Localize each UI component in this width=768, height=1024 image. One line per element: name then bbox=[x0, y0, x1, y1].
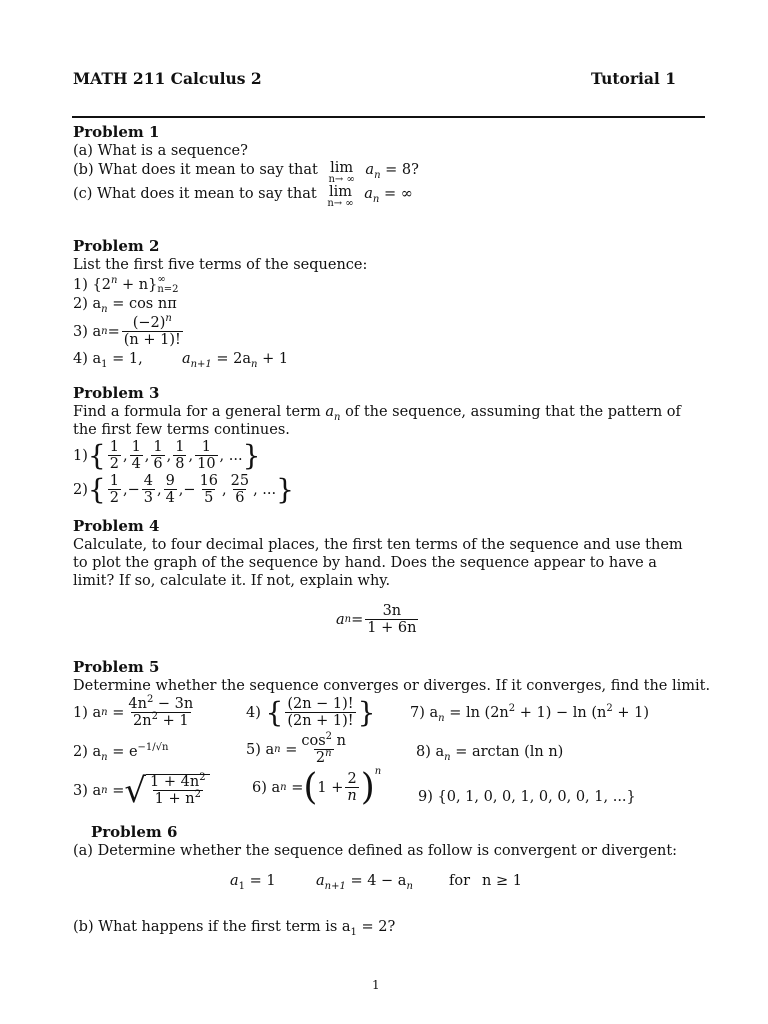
problem-5-item-2: 2) $a_n = e^{-1/√n}$ bbox=[73, 742, 169, 763]
limit-c: lim n→ ∞ bbox=[327, 184, 354, 209]
header-rule bbox=[72, 116, 705, 118]
fraction: $\frac{1}{8}$ bbox=[175, 439, 185, 472]
problem-5-item-8: 8) $a_n = \arctan (\ln$ n) bbox=[416, 744, 564, 763]
fraction: $\frac{9}{4}$ bbox=[165, 473, 175, 506]
problem-4-equation: a n = $\frac{3n}{1 + 6n}$ bbox=[336, 603, 417, 636]
fraction: $\frac{(-2)^n}{(n + 1)!}$ bbox=[123, 313, 181, 348]
problem-6-a: (a) Determine whether the sequence defined as follow is convergent or divergent: bbox=[73, 843, 678, 859]
problem-2-intro: List the first five terms of the sequence: bbox=[73, 257, 368, 273]
problem-3 bbox=[73, 384, 693, 507]
fraction: $\frac{4}{3}$ bbox=[143, 473, 153, 506]
problem-3-intro: Find a formula for a general term $a_n$ of the sequence, assuming that the pattern of the first few terms continues. bbox=[73, 404, 681, 438]
problem-1-a: (a) What is a sequence? bbox=[73, 143, 248, 159]
problem-2 bbox=[73, 237, 693, 369]
problem-2-title: Problem 2 bbox=[73, 237, 160, 255]
problem-5-item-5: 5) a n = $\frac{\cos^2 n}{2^n}$ bbox=[246, 731, 346, 766]
problem-6-condition: n ≥ 1 bbox=[482, 873, 522, 889]
fraction: $\frac{1}{2}$ bbox=[109, 439, 119, 472]
square-root: √ $\frac{1 + 4n^2}{1 + n^2}$ bbox=[124, 774, 209, 807]
problem-5-intro: Determine whether the sequence converges or diverges. If it converges, find the limit. bbox=[73, 678, 711, 694]
problem-1-b: (b) What does it mean to say that lim n→ ∞ $a_n = 8$? bbox=[73, 160, 419, 185]
tutorial-label: Tutorial 1 bbox=[590, 69, 676, 88]
limit-b: lim n→ ∞ bbox=[328, 160, 355, 185]
problem-3-sequence-2: 2) { $\frac{1}{2}$ , − $\frac{4}{3}$ , $\frac{9}{4}$ , − $\frac{16}{5}$ , $\frac{25}{6}$ , ... } bbox=[73, 473, 294, 506]
fraction: $\frac{25}{6}$ bbox=[230, 473, 250, 506]
problem-1-title: Problem 1 bbox=[73, 123, 160, 141]
problem-2-item-2: 2) $a_n = \cos n\pi$ bbox=[73, 296, 177, 315]
problem-4-title: Problem 4 bbox=[73, 517, 160, 535]
fraction: $\frac{1}{10}$ bbox=[197, 439, 216, 472]
problem-3-sequence-1: 1) { $\frac{1}{2}$ , $\frac{1}{4}$ , $\frac{1}{6}$ , $\frac{1}{8}$ , $\frac{1}{10}$ , ... } bbox=[73, 439, 261, 472]
problem-2-item-3: 3) a n = $\frac{(-2)^n}{(n + 1)!}$ bbox=[73, 313, 181, 348]
problem-2-item-1: 1) $\{2^n + n\}$ ∞ n=2 bbox=[73, 274, 179, 295]
problem-5-item-7: 7) $a_n = \ln (2n^2 + 1) - \ln (n^2 + 1)$ bbox=[410, 703, 649, 724]
problem-5-item-1: 1) a n = $\frac{4n^2 - 3n}{2n^2 + 1}$ bbox=[73, 694, 194, 729]
problem-5-item-3: 3) a n = √ $\frac{1 + 4n^2}{1 + n^2}$ bbox=[73, 774, 210, 807]
problem-6-b: (b) What happens if the first term is $a_1 = 2$? bbox=[73, 919, 396, 938]
problem-4-text: Calculate, to four decimal places, the first ten terms of the sequence and use them to plot the graph of the sequence by hand. Does the sequence appear to have a limit? If so, calculate it. If not, explain why. bbox=[73, 537, 683, 589]
fraction: $\frac{1}{2}$ bbox=[109, 473, 119, 506]
problem-3-title: Problem 3 bbox=[73, 384, 160, 402]
problem-5-title: Problem 5 bbox=[73, 658, 160, 676]
problem-5 bbox=[73, 658, 711, 696]
problem-6-eq-1: $a_1 = 1$ bbox=[230, 873, 276, 892]
problem-5-item-6: 6) a n = ( 1 + $\frac{2}{n}$ ) n bbox=[252, 766, 382, 808]
problem-1-c: (c) What does it mean to say that lim n→ ∞ $a_n$ = ∞ bbox=[73, 184, 413, 209]
problem-1 bbox=[73, 123, 693, 209]
page-number: 1 bbox=[372, 978, 380, 992]
problem-5-item-4: 4) { $\frac{(2n - 1)!}{(2n + 1)!}$ } bbox=[246, 696, 376, 729]
problem-5-item-9: 9) {0, 1, 0, 0, 1, 0, 0, 0, 1, ...} bbox=[418, 789, 636, 805]
course-title: MATH 211 Calculus 2 bbox=[73, 69, 262, 88]
problem-2-item-4: 4) $a_1 = 1$, $a_{n+1} = 2a_n + 1$ bbox=[73, 351, 289, 370]
problem-6-title: Problem 6 bbox=[91, 823, 178, 841]
problem-6-for: for bbox=[449, 873, 471, 889]
problem-6 bbox=[91, 823, 691, 842]
problem-4 bbox=[73, 517, 693, 590]
fraction: $\frac{16}{5}$ bbox=[199, 473, 219, 506]
problem-6-eq-2: $a_{n+1} = 4 - a_n$ bbox=[316, 873, 413, 892]
fraction: $\frac{1}{4}$ bbox=[131, 439, 141, 472]
fraction: $\frac{1}{6}$ bbox=[153, 439, 163, 472]
